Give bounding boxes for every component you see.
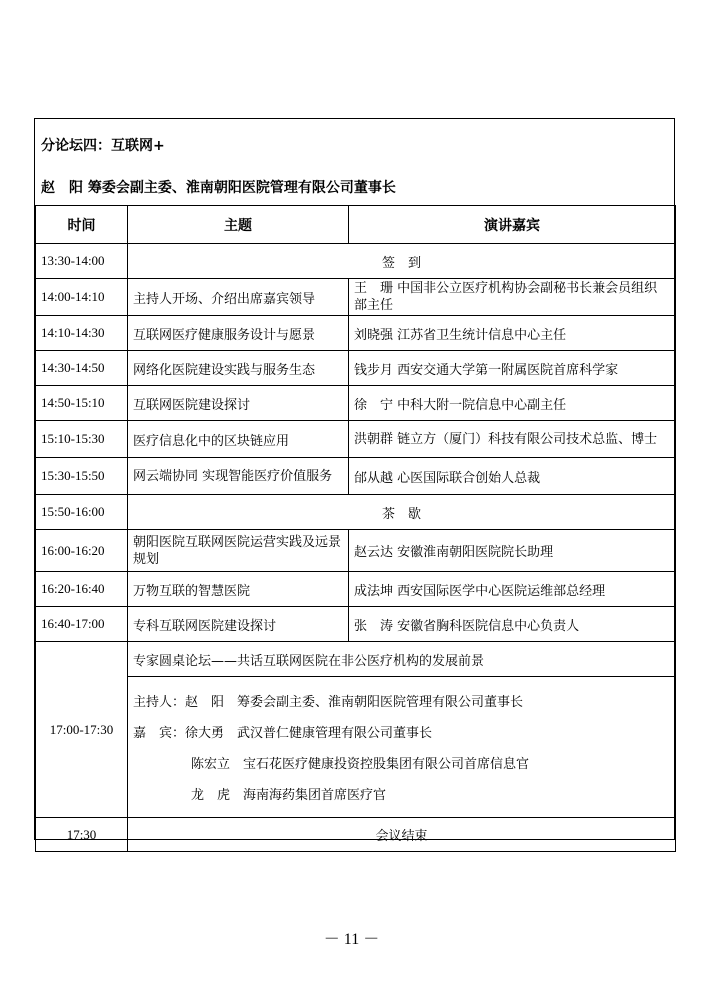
- session-topic: 主持人开场、介绍出席嘉宾领导: [128, 279, 349, 316]
- table-header-row: [36, 206, 676, 244]
- session-topic: 专科互联网医院建设探讨: [128, 607, 349, 642]
- session-topic: 朝阳医院互联网医院运营实践及远景规划: [128, 530, 349, 572]
- closing-label: 会议结束: [128, 818, 676, 852]
- break-time: 15:50-16:00: [36, 495, 128, 530]
- session-topic: 网云端协同 实现智能医疗价值服务: [128, 458, 349, 495]
- session-speaker: 徐 宁 中科大附一院信息中心副主任: [349, 386, 676, 421]
- table-row: [36, 386, 676, 421]
- roundtable-time: 17:00-17:30: [36, 642, 128, 818]
- signin-row: [36, 244, 676, 279]
- table-row: [36, 279, 676, 316]
- page-number: － 11 －: [323, 931, 380, 948]
- session-time: 16:40-17:00: [36, 607, 128, 642]
- session-topic: 互联网医院建设探讨: [128, 386, 349, 421]
- session-time: 16:20-16:40: [36, 572, 128, 607]
- roundtable-cell: [128, 642, 676, 818]
- session-topic: 网络化医院建设实践与服务生态: [128, 351, 349, 386]
- roundtable-row: [36, 642, 676, 818]
- session-time: 14:00-14:10: [36, 279, 128, 316]
- roundtable-guest-2: 陈宏立 宝石花医疗健康投资控股集团有限公司首席信息官: [191, 757, 530, 772]
- forum-title: 分论坛四：互联网+: [41, 138, 165, 154]
- session-time: 14:10-14:30: [36, 316, 128, 351]
- header-time: 时间: [36, 206, 128, 244]
- table-row: [36, 458, 676, 495]
- session-time: 15:10-15:30: [36, 421, 128, 458]
- agenda-frame: [34, 118, 675, 844]
- roundtable-guest-1: 嘉 宾：徐大勇 武汉普仁健康管理有限公司董事长: [133, 726, 433, 741]
- table-row: [36, 316, 676, 351]
- roundtable-title: 专家圆桌论坛——共话互联网医院在非公医疗机构的发展前景: [128, 642, 675, 677]
- table-row: [36, 530, 676, 572]
- roundtable-guest-3: 龙 虎 海南海药集团首席医疗官: [191, 788, 387, 803]
- session-speaker: 王 珊 中国非公立医疗机构协会副秘书长兼会员组织部主任: [349, 279, 676, 316]
- session-time: 14:30-14:50: [36, 351, 128, 386]
- session-topic: 互联网医疗健康服务设计与愿景: [128, 316, 349, 351]
- signin-time: 13:30-14:00: [36, 244, 128, 279]
- session-time: 16:00-16:20: [36, 530, 128, 572]
- session-speaker: 刘晓强 江苏省卫生统计信息中心主任: [349, 316, 676, 351]
- session-speaker: 洪朝群 链立方（厦门）科技有限公司技术总监、博士: [349, 421, 676, 458]
- session-topic: 万物互联的智慧医院: [128, 572, 349, 607]
- session-time: 15:30-15:50: [36, 458, 128, 495]
- roundtable-participants: [128, 677, 675, 817]
- closing-row: [36, 818, 676, 852]
- signin-label: 签 到: [128, 244, 676, 279]
- session-speaker: 赵云达 安徽淮南朝阳医院院长助理: [349, 530, 676, 572]
- session-speaker: 钱步月 西安交通大学第一附属医院首席科学家: [349, 351, 676, 386]
- break-row: [36, 495, 676, 530]
- session-time: 14:50-15:10: [36, 386, 128, 421]
- session-speaker: 邰从越 心医国际联合创始人总裁: [349, 458, 676, 495]
- header-topic: 主题: [128, 206, 349, 244]
- session-speaker: 成法坤 西安国际医学中心医院运维部总经理: [349, 572, 676, 607]
- table-row: [36, 572, 676, 607]
- table-row: [36, 351, 676, 386]
- closing-time: 17:30: [36, 818, 128, 852]
- roundtable-host: 主持人：赵 阳 筹委会副主委、淮南朝阳医院管理有限公司董事长: [133, 695, 524, 710]
- break-label: 茶 歇: [128, 495, 676, 530]
- session-speaker: 张 涛 安徽省胸科医院信息中心负责人: [349, 607, 676, 642]
- agenda-table: [35, 205, 676, 852]
- session-topic: 医疗信息化中的区块链应用: [128, 421, 349, 458]
- forum-host-line: 赵 阳 筹委会副主委、淮南朝阳医院管理有限公司董事长: [41, 180, 396, 196]
- header-speaker: 演讲嘉宾: [349, 206, 676, 244]
- table-row: [36, 607, 676, 642]
- table-row: [36, 421, 676, 458]
